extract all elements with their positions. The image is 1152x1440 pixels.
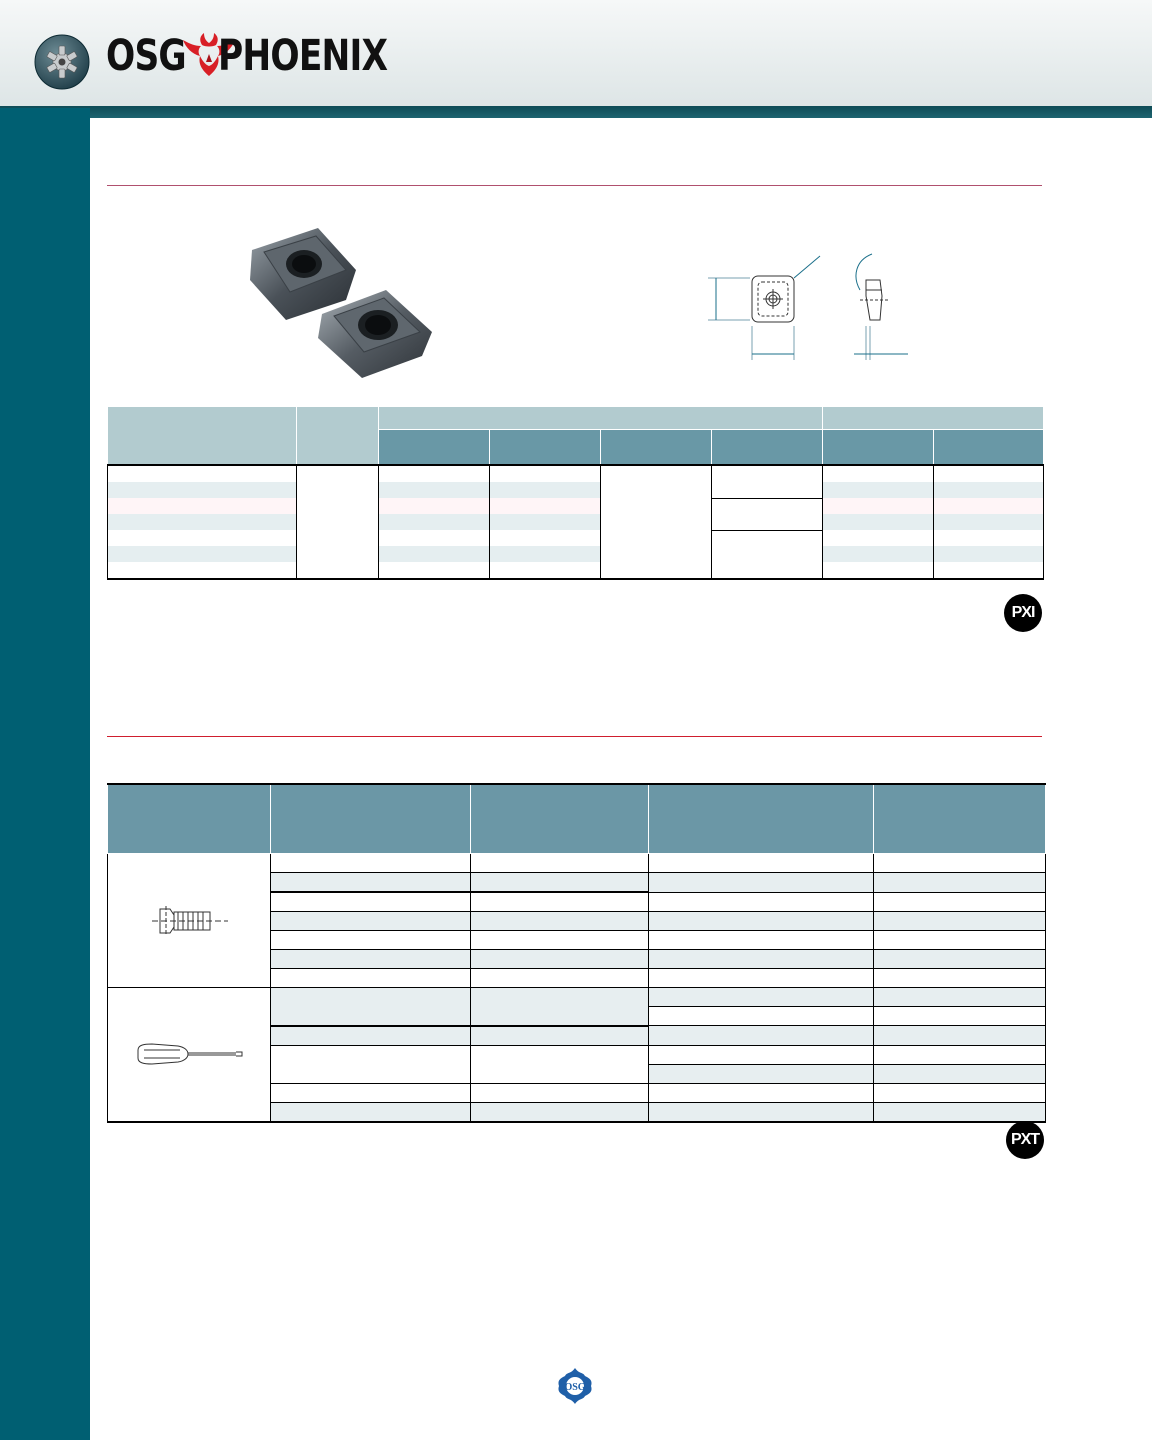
accessories-table	[107, 783, 1046, 1123]
table-row	[108, 482, 1044, 498]
insert-spec-table	[107, 406, 1044, 580]
brand-osg: OSG	[106, 31, 186, 81]
insert-dimension-diagram	[700, 246, 920, 366]
clamp-screw-image-cell	[108, 854, 271, 988]
screwdriver-icon	[108, 1034, 271, 1074]
table-header-cell	[108, 784, 271, 854]
table-row	[108, 498, 1044, 514]
table-row	[108, 562, 1044, 579]
osg-footer-logo	[555, 1366, 595, 1406]
table-header-cell	[297, 407, 379, 466]
table-row	[108, 530, 1044, 546]
screwdriver-image-cell	[108, 988, 271, 1122]
table-header-cell	[874, 784, 1046, 854]
section-divider-bottom	[107, 736, 1042, 737]
table-row	[108, 514, 1044, 530]
table-header-cell	[271, 784, 471, 854]
table-subheader-cell	[490, 430, 601, 466]
brand-logo	[106, 30, 429, 82]
pxt-badge: PXT	[1006, 1121, 1044, 1159]
pxi-badge: PXI	[1004, 594, 1042, 632]
table-header-group	[823, 407, 1044, 430]
table-subheader-cell	[601, 430, 712, 466]
table-header-cell	[649, 784, 874, 854]
table-header-cell	[471, 784, 649, 854]
table-subheader-cell	[934, 430, 1044, 466]
table-row	[108, 465, 1044, 482]
table-row	[108, 546, 1044, 562]
footer-logo-text: OSG	[564, 1382, 586, 1393]
table-subheader-cell	[379, 430, 490, 466]
section-divider-top	[107, 185, 1042, 186]
table-header-cell	[108, 407, 297, 466]
table-header-group	[379, 407, 823, 430]
sidebar-band	[0, 108, 90, 1440]
table-subheader-cell	[823, 430, 934, 466]
insert-product-photo	[246, 222, 446, 382]
table-row	[108, 854, 1046, 873]
gear-icon	[34, 34, 90, 90]
header-band	[0, 106, 1152, 118]
clamp-screw-icon	[108, 901, 271, 941]
table-row	[108, 988, 1046, 1007]
brand-phoenix: PHOENIX	[217, 31, 388, 81]
table-subheader-cell	[712, 430, 823, 466]
